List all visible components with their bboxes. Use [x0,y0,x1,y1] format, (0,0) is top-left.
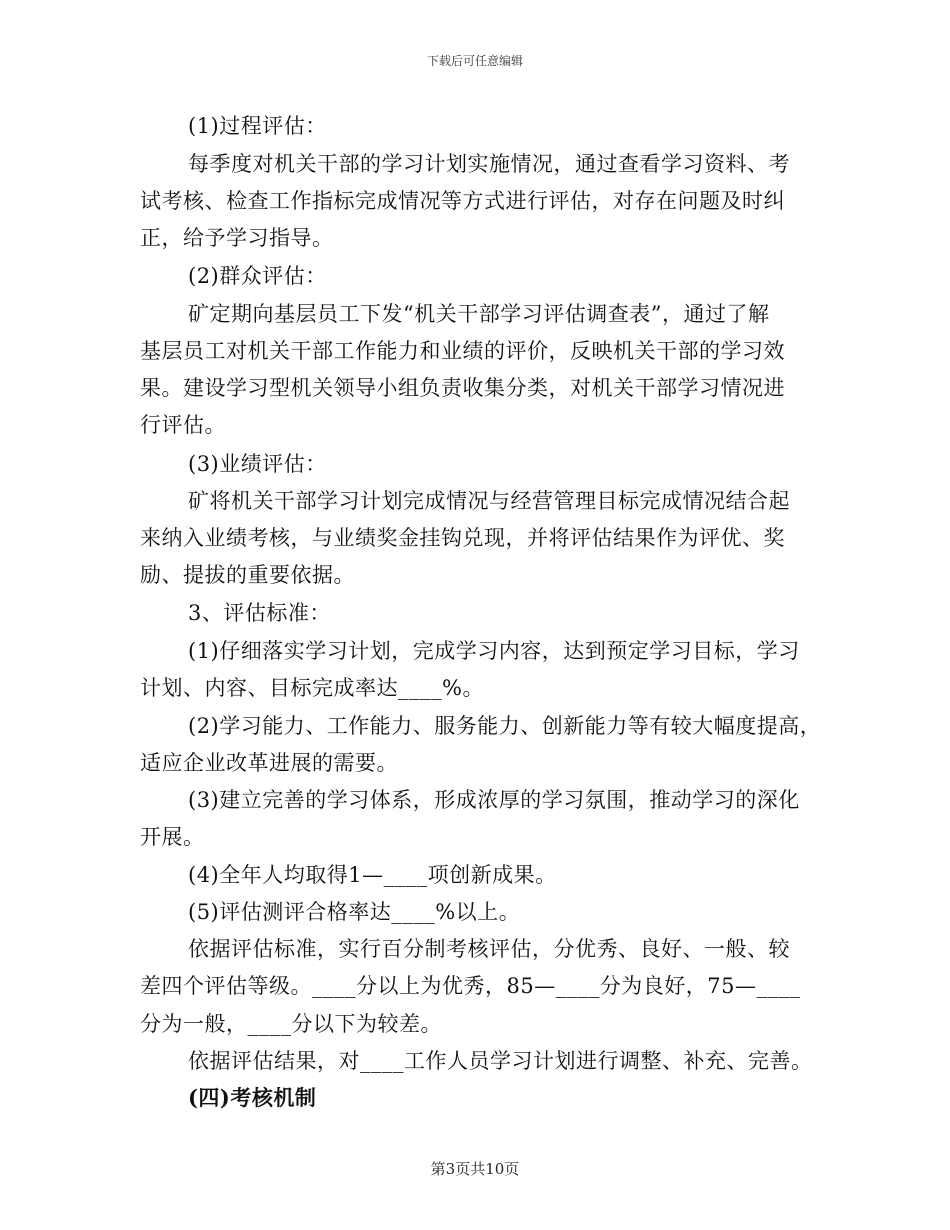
paragraph-line: 行评估。 [140,413,226,437]
paragraph-line: 适应企业改革进展的需要。 [140,751,398,775]
paragraph-line: 差四个评估等级。____分以上为优秀，85—____分为良好，75—____ [140,974,801,998]
paragraph-line: 每季度对机关干部的学习计划实施情况，通过查看学习资料、考 [188,152,790,176]
paragraph-line: 分为一般，____分以下为较差。 [140,1012,442,1036]
section-heading-evaluation-standards: 3、评估标准： [188,601,331,625]
paragraph-line: 果。建设学习型机关领导小组负责收集分类，对机关干部学习情况进 [140,376,785,400]
paragraph-line: (4)全年人均取得1—____项创新成果。 [188,863,557,887]
page-header: 下载后可任意编辑 [426,54,523,68]
section-heading-process-evaluation: (1)过程评估： [188,114,327,138]
paragraph-line: 来纳入业绩考核，与业绩奖金挂钩兑现，并将评估结果作为评优、奖 [140,526,785,550]
paragraph-line: (3)建立完善的学习体系，形成浓厚的学习氛围，推动学习的深化 [188,788,800,812]
paragraph-line: 基层员工对机关干部工作能力和业绩的评价，反映机关干部的学习效 [140,339,785,363]
paragraph-line: 计划、内容、目标完成率达____%。 [140,676,484,700]
paragraph-line: 开展。 [140,825,205,849]
paragraph-line: 试考核、检查工作指标完成情况等方式进行评估，对存在问题及时纠 [140,189,785,213]
section-heading-performance-evaluation: (3)业绩评估： [188,452,327,476]
paragraph-line: 依据评估结果，对____工作人员学习计划进行调整、补充、完善。 [188,1049,813,1073]
paragraph-line: 正，给予学习指导。 [140,226,334,250]
paragraph-line: 矿定期向基层员工下发“机关干部学习评估调查表”，通过了解 [188,302,770,326]
section-heading-public-evaluation: (2)群众评估： [188,264,327,288]
paragraph-line: (5)评估测评合格率达____%以上。 [188,900,521,924]
paragraph-line: (1)仔细落实学习计划，完成学习内容，达到预定学习目标，学习 [188,639,800,663]
section-heading-assessment-mechanism: (四)考核机制 [188,1085,317,1110]
page-footer: 第3页共10页 [430,1160,520,1178]
paragraph-line: (2)学习能力、工作能力、服务能力、创新能力等有较大幅度提高， [188,714,822,738]
paragraph-line: 依据评估标准，实行百分制考核评估，分优秀、良好、一般、较 [188,937,790,961]
paragraph-line: 励、提拔的重要依据。 [140,563,355,587]
paragraph-line: 矿将机关干部学习计划完成情况与经营管理目标完成情况结合起 [188,489,790,513]
